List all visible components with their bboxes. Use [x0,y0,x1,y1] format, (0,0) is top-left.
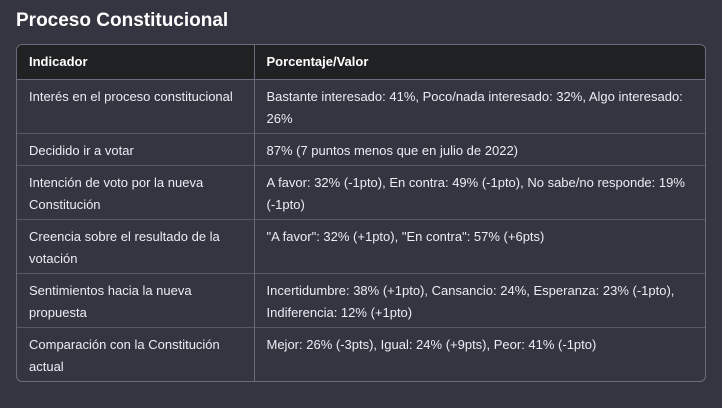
row-value: A favor: 32% (-1pto), En contra: 49% (-1pto), No sabe/no responde: 19% (-1pto) [254,166,705,220]
row-indicator: Sentimientos hacia la nueva propuesta [17,274,254,328]
row-value: "A favor": 32% (+1pto), "En contra": 57% (+6pts) [254,220,705,274]
row-value: Bastante interesado: 41%, Poco/nada interesado: 32%, Algo interesado: 26% [254,80,705,134]
row-indicator: Interés en el proceso constitucional [29,89,233,104]
table-row [17,134,705,166]
table-row [17,274,705,328]
table-row [17,328,705,382]
row-indicator: Intención de voto por la nueva Constitución [17,166,254,220]
table-row [17,166,705,220]
row-value: Mejor: 26% (-3pts), Igual: 24% (+9pts), Peor: 41% (-1pto) [254,328,705,382]
row-indicator: Creencia sobre el resultado de la votación [17,220,254,274]
header-indicator: Indicador [17,45,254,80]
data-table-container [16,44,706,382]
row-indicator: Decidido ir a votar [17,134,254,166]
row-value: 87% (7 puntos menos que en julio de 2022) [254,134,705,166]
page-title: Proceso Constitucional [16,10,229,31]
table-row [17,220,705,274]
header-value: Porcentaje/Valor [254,45,705,80]
row-indicator: Comparación con la Constitución actual [17,328,254,382]
table-header-row [17,45,705,80]
table-row [17,80,705,134]
indicators-table [17,45,705,381]
row-value: Incertidumbre: 38% (+1pto), Cansancio: 24%, Esperanza: 23% (-1pto), Indiferencia: 12% (+1pto) [254,274,705,328]
